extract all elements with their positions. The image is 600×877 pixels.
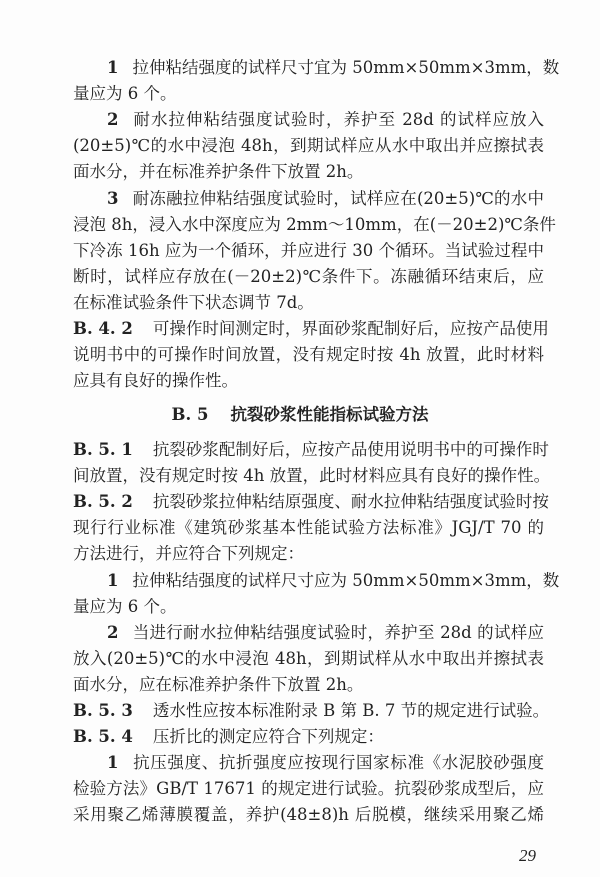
line-text: 面水分，并在标准养护条件下放置 2h。 — [73, 162, 364, 182]
text-line — [73, 750, 544, 776]
text-line — [73, 594, 544, 620]
text-line — [73, 133, 544, 159]
line-text: 在标准试验条件下状态调节 7d。 — [73, 292, 314, 312]
clause-number: B. 4. 2 — [73, 319, 133, 338]
text-line — [73, 620, 544, 646]
text-line — [73, 159, 544, 185]
clause-number: B. 5. 2 — [73, 492, 133, 512]
line-text: 量应为 6 个。 — [73, 84, 177, 104]
section-heading-title: 抗裂砂浆性能指标试验方法 — [230, 405, 429, 424]
clause-number: B. 5. 4 — [73, 727, 133, 747]
text-line — [73, 724, 544, 750]
line-text: 当进行耐水拉伸粘结强度试验时，养护至 28d 的试样应 — [132, 622, 544, 642]
text-line — [73, 368, 544, 394]
section-heading — [0, 402, 600, 428]
line-text: 可操作时间测定时，界面砂浆配制好后，应按产品使用 — [152, 319, 549, 338]
text-line — [73, 342, 544, 368]
line-text: 方法进行，并应符合下列规定： — [73, 544, 304, 564]
item-number: 1 — [107, 570, 119, 590]
line-text: 压折比的测定应符合下列规定： — [152, 727, 384, 747]
text-line — [73, 802, 544, 828]
line-text: 拉伸粘结强度的试样尺寸应为 50mm×50mm×3mm，数 — [132, 570, 560, 590]
text-line — [73, 186, 544, 212]
line-text: 浸泡 8h，浸入水中深度应为 2mm～10mm，在(－20±2)℃条件 — [73, 214, 556, 234]
line-text: 下冷冻 16h 应为一个循环，并应进行 30 个循环。当试验过程中 — [73, 240, 544, 260]
line-text: (20±5)℃的水中浸泡 48h，到期试样应从水中取出并应擦拭表 — [73, 136, 544, 156]
section-heading-number: B. 5 — [171, 405, 209, 424]
clause-number: B. 5. 1 — [73, 440, 133, 459]
line-text: 抗裂砂浆配制好后，应按产品使用说明书中的可操作时 — [152, 440, 549, 459]
text-line — [73, 107, 544, 133]
page-number: 29 — [519, 846, 536, 865]
item-number: 2 — [107, 622, 119, 642]
line-text: 量应为 6 个。 — [73, 596, 177, 616]
text-line — [73, 489, 549, 515]
line-text: 透水性应按本标准附录 B 第 B. 7 节的规定进行试验。 — [152, 701, 550, 720]
line-text: 断时，试样应存放在(－20±2)℃条件下。冻融循环结束后，应 — [73, 266, 544, 286]
text-line — [73, 81, 544, 107]
text-line — [73, 776, 544, 802]
line-text: 抗裂砂浆拉伸粘结原强度、耐水拉伸粘结强度试验时按 — [152, 492, 549, 512]
text-line — [73, 264, 544, 290]
line-text: 拉伸粘结强度的试样尺寸宜为 50mm×50mm×3mm，数 — [132, 58, 560, 77]
text-line — [73, 515, 544, 541]
text-line — [73, 290, 544, 316]
item-number: 2 — [107, 110, 119, 130]
text-line — [73, 463, 551, 489]
line-text: 现行行业标准《建筑砂浆基本性能试验方法标准》JGJ/T 70 的 — [73, 518, 544, 538]
text-line — [73, 646, 544, 672]
text-line — [73, 55, 560, 81]
text-line — [73, 316, 549, 342]
item-number: 3 — [107, 188, 119, 208]
text-line — [73, 698, 550, 724]
line-text: 说明书中的可操作时间放置，没有规定时按 4h 放置，此时材料 — [73, 345, 544, 365]
line-text: 检验方法》GB/T 17671 的规定进行试验。抗裂砂浆成型后，应 — [73, 779, 544, 799]
clause-number: B. 5. 3 — [73, 701, 133, 720]
line-text: 应具有良好的操作性。 — [73, 371, 238, 391]
item-number: 1 — [107, 753, 119, 773]
text-line — [73, 568, 560, 594]
text-line — [73, 437, 549, 463]
line-text: 采用聚乙烯薄膜覆盖，养护(48±8)h 后脱模，继续采用聚乙烯 — [73, 805, 544, 825]
line-text: 间放置，没有规定时按 4h 放置，此时材料应具有良好的操作性。 — [73, 466, 551, 486]
text-line — [73, 672, 544, 698]
line-text: 耐冻融拉伸粘结强度试验时，试样应在(20±5)℃的水中 — [132, 188, 544, 208]
text-line — [73, 238, 544, 264]
line-text: 放入(20±5)℃的水中浸泡 48h，到期试样从水中取出并擦拭表 — [73, 648, 544, 668]
line-text: 抗压强度、抗折强度应按现行国家标准《水泥胶砂强度 — [132, 753, 544, 773]
line-text: 耐水拉伸粘结强度试验时，养护至 28d 的试样应放入 — [132, 110, 544, 130]
line-text: 面水分，应在标准养护条件下放置 2h。 — [73, 674, 364, 694]
item-number: 1 — [107, 58, 119, 77]
text-line — [73, 212, 556, 238]
text-line — [73, 541, 544, 567]
